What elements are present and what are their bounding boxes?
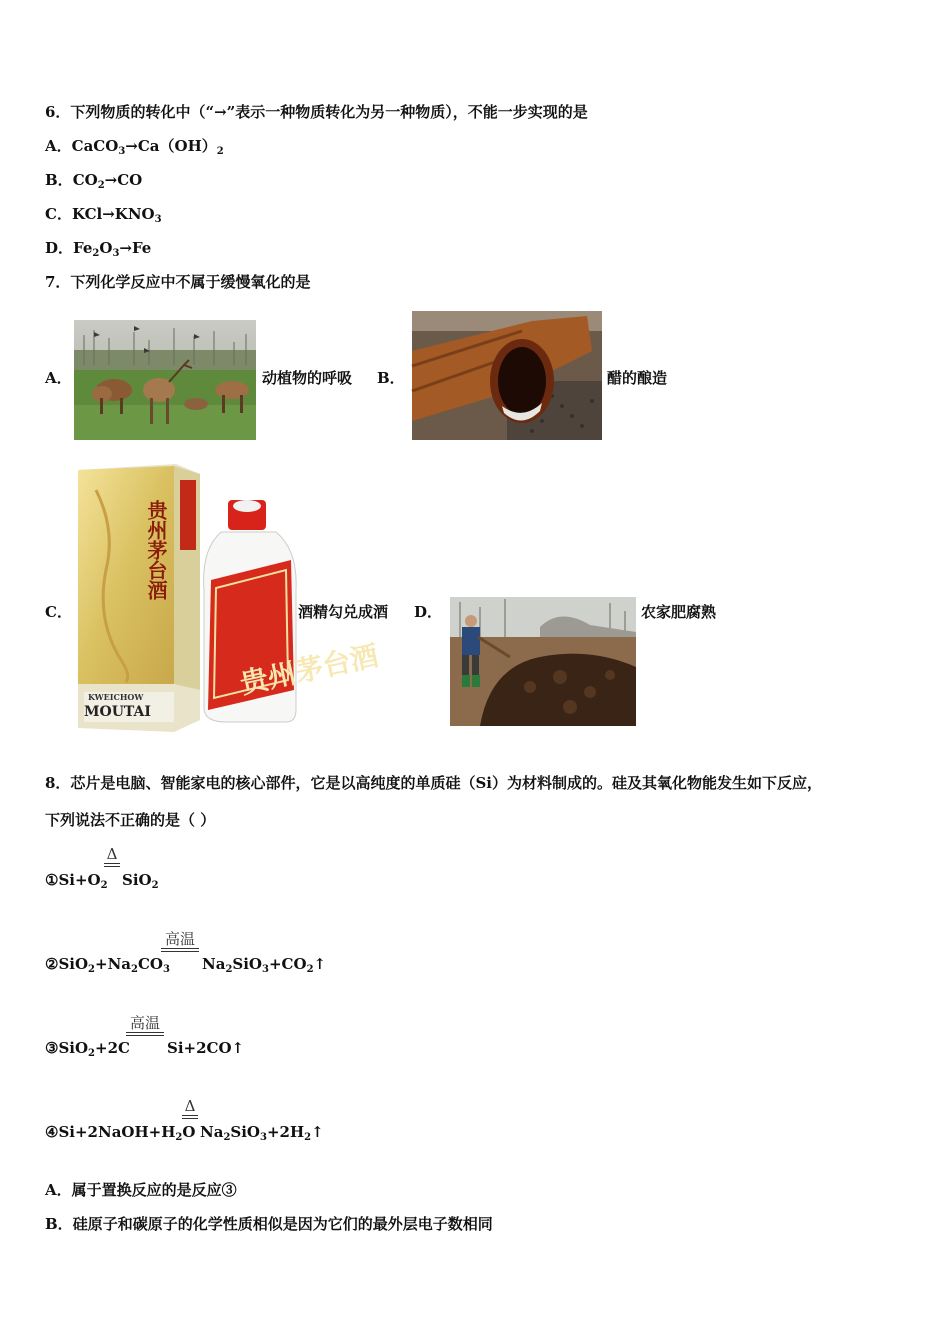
q6-option-a: A．$CaCO_3\to Ca(OH)_2$ [45,137,224,157]
q8-stem-line2: 下列说法不正确的是（ ） [45,811,216,829]
eq1-right: SiO$_2$ [122,871,159,891]
q7-option-c-text: 酒精勾兑成酒 [298,603,389,621]
moutai-box-en1: KWEICHOW [88,692,144,702]
eq4-condition: Δ [182,1097,198,1119]
q6-stem: 6．下列物质的转化中（“→”表示一种物质转化为另一种物质），不能一步实现的是 [45,103,588,121]
q7-option-c-label: C． [45,603,72,621]
q7-stem: 7．下列化学反应中不属于缓慢氧化的是 [45,273,311,291]
eq4-right: $Na_2SiO_3+2H_2↑$ [200,1123,324,1143]
q8-option-a: A．属于置换反应的是反应③ [45,1181,237,1199]
q6-option-b: B．$CO_2\to CO$ [45,171,143,191]
eq2-right: $Na_2SiO_3+CO_2↑$ [202,955,327,975]
moutai-bottle-label: 贵州茅台酒 [237,638,382,701]
eq1-condition: Δ [104,845,120,867]
q7-option-a-text: 动植物的呼吸 [262,369,353,387]
vinegar-bamboo-image [412,311,602,440]
moutai-box-en2: MOUTAI [84,704,151,720]
eq4-left: $④Si+2NaOH+H_2O$ [45,1123,196,1143]
q7-option-b-label: B． [377,369,405,387]
q7-option-d-text: 农家肥腐熟 [641,603,717,621]
q8-option-b: B．硅原子和碳原子的化学性质相似是因为它们的最外层电子数相同 [45,1215,493,1233]
q7-option-b-text: 醋的酿造 [607,369,668,387]
q6-option-d: D．$Fe_2O_3\to Fe$ [45,239,152,259]
q7-option-d-label: D． [414,603,443,621]
deer-grazing-image [74,320,256,440]
compost-farm-image [450,597,636,726]
eq3-right: Si+2CO↑ [167,1039,245,1057]
eq1-left: $①Si+O_2$ [45,871,108,891]
q7-option-a-label: A． [45,369,72,387]
q8-stem-line1: 8．芯片是电脑、智能家电的核心部件，它是以高纯度的单质硅（Si）为材料制成的。硅及其氧化物能发生如下反应， [45,774,822,792]
eq3-left: ③SiO$_2$+2C [45,1039,130,1059]
q6-option-c: C．$KCl\to KNO_3$ [45,205,162,225]
eq3-condition: 高温 [126,1014,164,1036]
svg-text:贵州茅台酒: 贵州茅台酒 [144,500,168,600]
eq2-left: $②SiO_2+Na_2CO_3$ [45,955,170,975]
eq2-condition: 高温 [161,930,199,952]
